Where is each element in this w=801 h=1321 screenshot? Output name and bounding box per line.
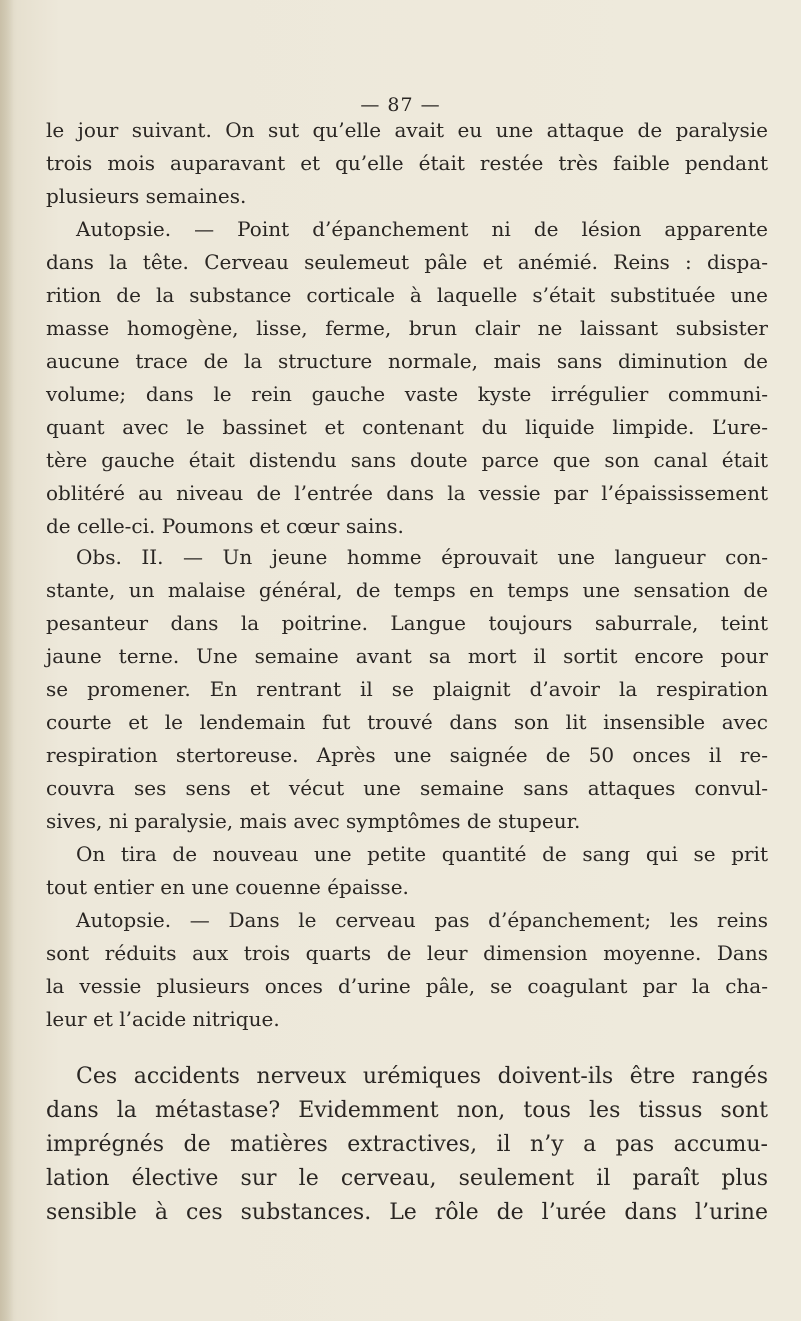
- text-line: oblitéré au niveau de l’entrée dans la vessie par l’épaississement: [46, 481, 768, 505]
- paragraph-1: [46, 114, 768, 213]
- text-line: respiration stertoreuse. Après une saignée de 50 onces il re-: [46, 743, 768, 767]
- text-line: dans la métastase? Evidemment non, tous les tissus sont: [46, 1098, 768, 1123]
- paragraph-2: [46, 213, 768, 543]
- text-line: Autopsie. — Point d’épanchement ni de lésion apparente: [76, 217, 768, 241]
- page-binding-shadow: [0, 0, 14, 1321]
- text-line: imprégnés de matières extractives, il n’y a pas accumu-: [46, 1132, 768, 1157]
- text-line: tout entier en une couenne épaisse.: [46, 875, 409, 899]
- paragraph-5: [46, 904, 768, 1036]
- text-line: le jour suivant. On sut qu’elle avait eu une attaque de paralysie: [46, 118, 768, 142]
- text-line: quant avec le bassinet et contenant du liquide limpide. L’ure-: [46, 415, 768, 439]
- text-line: pesanteur dans la poitrine. Langue toujours saburrale, teint: [46, 611, 768, 635]
- text-line: Autopsie. — Dans le cerveau pas d’épanchement; les reins: [76, 908, 768, 932]
- text-line: Obs. II. — Un jeune homme éprouvait une langueur con-: [76, 545, 768, 569]
- text-line: plusieurs semaines.: [46, 184, 247, 208]
- text-line: stante, un malaise général, de temps en temps une sensation de: [46, 578, 768, 602]
- text-line: volume; dans le rein gauche vaste kyste irrégulier communi-: [46, 382, 768, 406]
- page-number: — 87 —: [360, 94, 441, 116]
- text-line: sensible à ces substances. Le rôle de l’urée dans l’urine: [46, 1200, 768, 1225]
- text-line: la vessie plusieurs onces d’urine pâle, se coagulant par la cha-: [46, 974, 768, 998]
- text-line: tère gauche était distendu sans doute parce que son canal était: [46, 448, 768, 472]
- paragraph-4: [46, 838, 768, 904]
- paragraph-3: [46, 541, 768, 838]
- text-line: On tira de nouveau une petite quantité de sang qui se prit: [76, 842, 768, 866]
- text-line: sont réduits aux trois quarts de leur dimension moyenne. Dans: [46, 941, 768, 965]
- paragraph-6: [46, 1060, 768, 1230]
- text-line: trois mois auparavant et qu’elle était restée très faible pendant: [46, 151, 768, 175]
- text-line: rition de la substance corticale à laquelle s’était substituée une: [46, 283, 768, 307]
- text-line: Ces accidents nerveux urémiques doivent-ils être rangés: [76, 1064, 768, 1089]
- text-line: couvra ses sens et vécut une semaine sans attaques convul-: [46, 776, 768, 800]
- text-line: leur et l’acide nitrique.: [46, 1007, 280, 1031]
- text-line: masse homogène, lisse, ferme, brun clair ne laissant subsister: [46, 316, 768, 340]
- text-line: aucune trace de la structure normale, mais sans diminution de: [46, 349, 768, 373]
- text-line: sives, ni paralysie, mais avec symptômes de stupeur.: [46, 809, 581, 833]
- text-line: de celle-ci. Poumons et cœur sains.: [46, 514, 404, 538]
- text-line: dans la tête. Cerveau seulemeut pâle et anémié. Reins : dispa-: [46, 250, 768, 274]
- text-line: lation élective sur le cerveau, seulement il paraît plus: [46, 1166, 768, 1191]
- text-line: jaune terne. Une semaine avant sa mort il sortit encore pour: [46, 644, 768, 668]
- text-line: courte et le lendemain fut trouvé dans son lit insensible avec: [46, 710, 768, 734]
- text-line: se promener. En rentrant il se plaignit d’avoir la respiration: [46, 677, 768, 701]
